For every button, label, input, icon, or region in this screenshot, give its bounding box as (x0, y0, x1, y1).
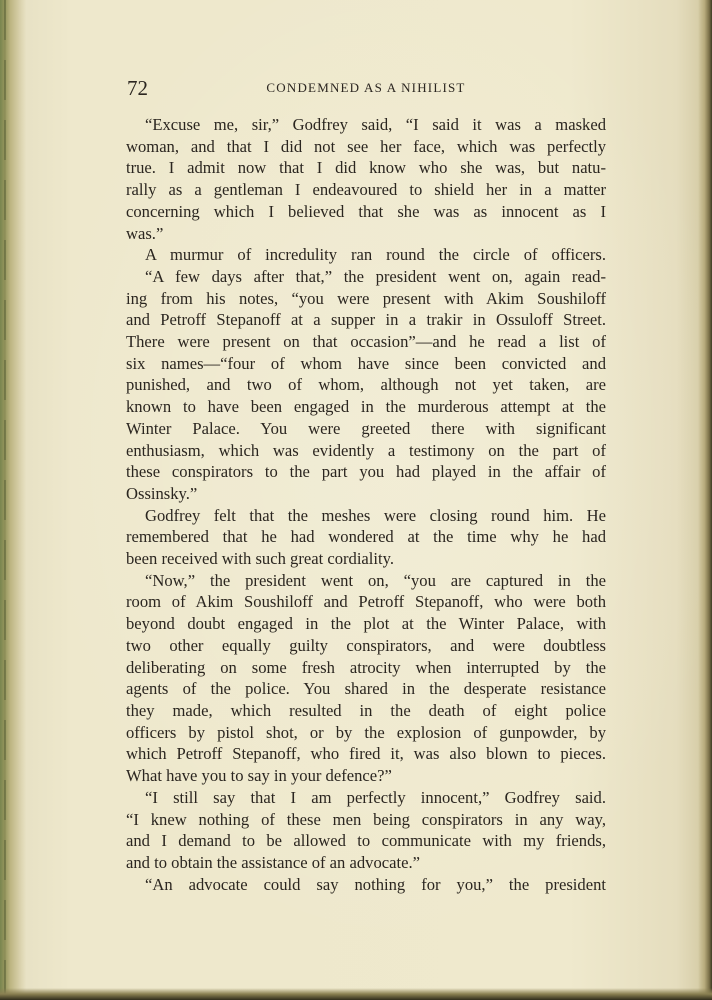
text-line: enthusiasm, which was evidently a testimony on the part of (126, 440, 606, 460)
text-line: There were present on that occasion”—and he read a list of (126, 332, 606, 352)
text-line: punished, and two of whom, although not yet taken, are (126, 375, 606, 395)
text-line: two other equally guilty conspirators, and were doubtless (126, 635, 606, 655)
text-line: Godfrey felt that the meshes were closing round him. He (145, 505, 606, 525)
text-line: woman, and that I did not see her face, which was perfectly (126, 136, 606, 156)
text-line: ing from his notes, “you were present with Akim Soushiloff (126, 288, 606, 308)
page-right-edge (698, 0, 712, 1000)
text-line: “Excuse me, sir,” Godfrey said, “I said it was a masked (145, 115, 606, 134)
text-line: Ossinsky.” (126, 483, 198, 503)
text-line: deliberating on some fresh atrocity when interrupted by the (126, 657, 606, 677)
text-line: was.” (126, 223, 164, 243)
text-line: been received with such great cordiality. (126, 549, 394, 569)
text-line: “A few days after that,” the president went on, again read- (145, 266, 606, 286)
text-line: agents of the police. You shared in the desperate resistance (126, 679, 606, 699)
page-binding-edge (0, 0, 26, 1000)
page-number: 72 (127, 76, 148, 100)
text-line: true. I admit now that I did know who she was, but natu- (126, 158, 606, 178)
running-head (127, 77, 605, 99)
body-text (126, 114, 606, 895)
text-line: What have you to say in your defence?” (126, 766, 392, 786)
text-line: known to have been engaged in the murderous attempt at the (126, 397, 606, 417)
text-line: “An advocate could say nothing for you,” the president (145, 874, 606, 894)
text-line: rally as a gentleman I endeavoured to shield her in a matter (126, 180, 606, 200)
text-line: Winter Palace. You were greeted there with significant (126, 418, 606, 438)
page-bottom-edge (0, 988, 712, 1000)
text-line: and I demand to be allowed to communicate with my friends, (126, 831, 606, 851)
text-line: and Petroff Stepanoff at a supper in a trakir in Ossuloff Street. (126, 310, 606, 330)
running-title: CONDEMNED AS A NIHILIST (266, 80, 466, 95)
text-line: room of Akim Soushiloff and Petroff Stepanoff, who were both (126, 592, 606, 612)
text-line: which Petroff Stepanoff, who fired it, was also blown to pieces. (126, 744, 606, 764)
text-line: officers by pistol shot, or by the explosion of gunpowder, by (126, 722, 606, 742)
text-line: these conspirators to the part you had played in the affair of (126, 462, 606, 482)
text-line: A murmur of incredulity ran round the circle of officers. (145, 245, 606, 265)
text-line: “I still say that I am perfectly innocent,” Godfrey said. (145, 787, 606, 807)
text-line: “I knew nothing of these men being conspirators in any way, (126, 809, 606, 829)
text-line: concerning which I believed that she was as innocent as I (126, 201, 606, 221)
text-line: and to obtain the assistance of an advocate.” (126, 852, 420, 872)
text-line: they made, which resulted in the death of eight police (126, 700, 606, 720)
text-line: six names—“four of whom have since been convicted and (126, 353, 606, 373)
text-line: “Now,” the president went on, “you are captured in the (145, 570, 606, 590)
text-line: remembered that he had wondered at the time why he had (126, 527, 606, 547)
text-line: beyond doubt engaged in the plot at the Winter Palace, with (126, 614, 606, 634)
